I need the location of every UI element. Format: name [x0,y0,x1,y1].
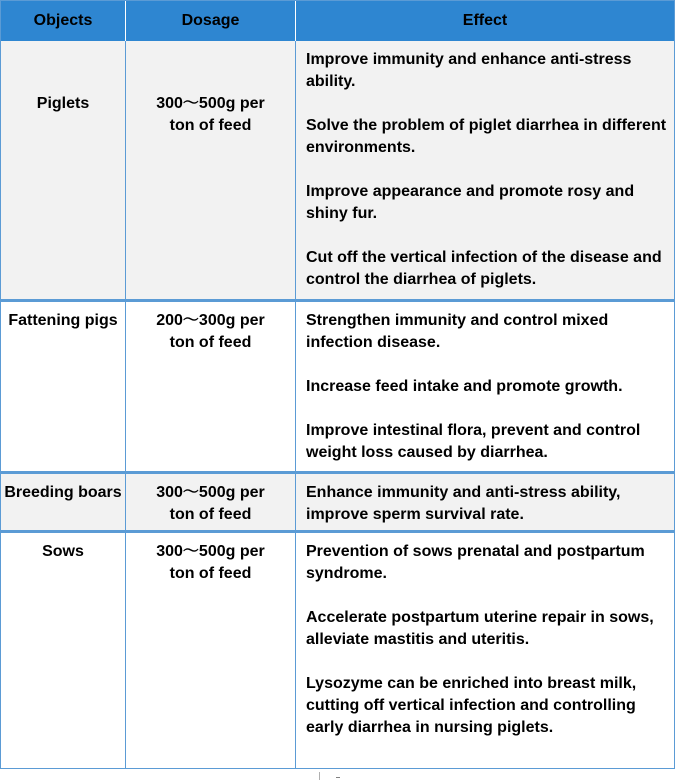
text-cursor-mark [319,772,320,780]
cell-object: Piglets [1,41,126,299]
effect-item: Improve appearance and promote rosy and shiny fur. [306,183,635,222]
cell-effect [296,302,674,471]
header-dosage: Dosage [126,1,296,41]
cell-object: Breeding boars [1,474,126,530]
cell-effect [296,474,674,530]
effect-item: Improve immunity and enhance anti-stress ability. [306,51,632,90]
effect-item: Cut off the vertical infection of the disease and control the diarrhea of piglets. [306,249,662,288]
table-row-piglets [1,41,674,299]
cell-effect [296,41,674,299]
cell-dosage: 300～500g per ton of feed [126,533,296,768]
cursor-tick-mark [336,777,340,778]
cell-dosage: 200～300g per ton of feed [126,302,296,471]
cell-effect [296,533,674,768]
header-objects: Objects [1,1,126,41]
cell-object: Fattening pigs [1,302,126,471]
effect-item: Prevention of sows prenatal and postpartum syndrome. [306,543,645,582]
cell-dosage: 300～500g per ton of feed [126,41,296,299]
effect-item: Enhance immunity and anti-stress ability, improve sperm survival rate. [306,484,621,523]
effect-item: Lysozyme can be enriched into breast milk, cutting off vertical infection and controlling early diarrhea in nursing piglets. [306,675,637,736]
header-effect: Effect [462,12,508,29]
effect-item: Solve the problem of piglet diarrhea in different environments. [306,117,667,156]
effect-item: Improve intestinal flora, prevent and control weight loss caused by diarrhea. [306,422,641,461]
table-header-row [1,1,674,41]
cell-dosage: 300～500g per ton of feed [126,474,296,530]
effect-item: Increase feed intake and promote growth. [306,378,623,395]
table-row-fattening-pigs [1,302,674,471]
cell-object: Sows [1,533,126,768]
table-row-sows [1,533,674,768]
effect-item: Accelerate postpartum uterine repair in sows, alleviate mastitis and uteritis. [306,609,654,648]
table-row-breeding-boars [1,474,674,530]
effect-item: Strengthen immunity and control mixed infection disease. [306,312,609,351]
